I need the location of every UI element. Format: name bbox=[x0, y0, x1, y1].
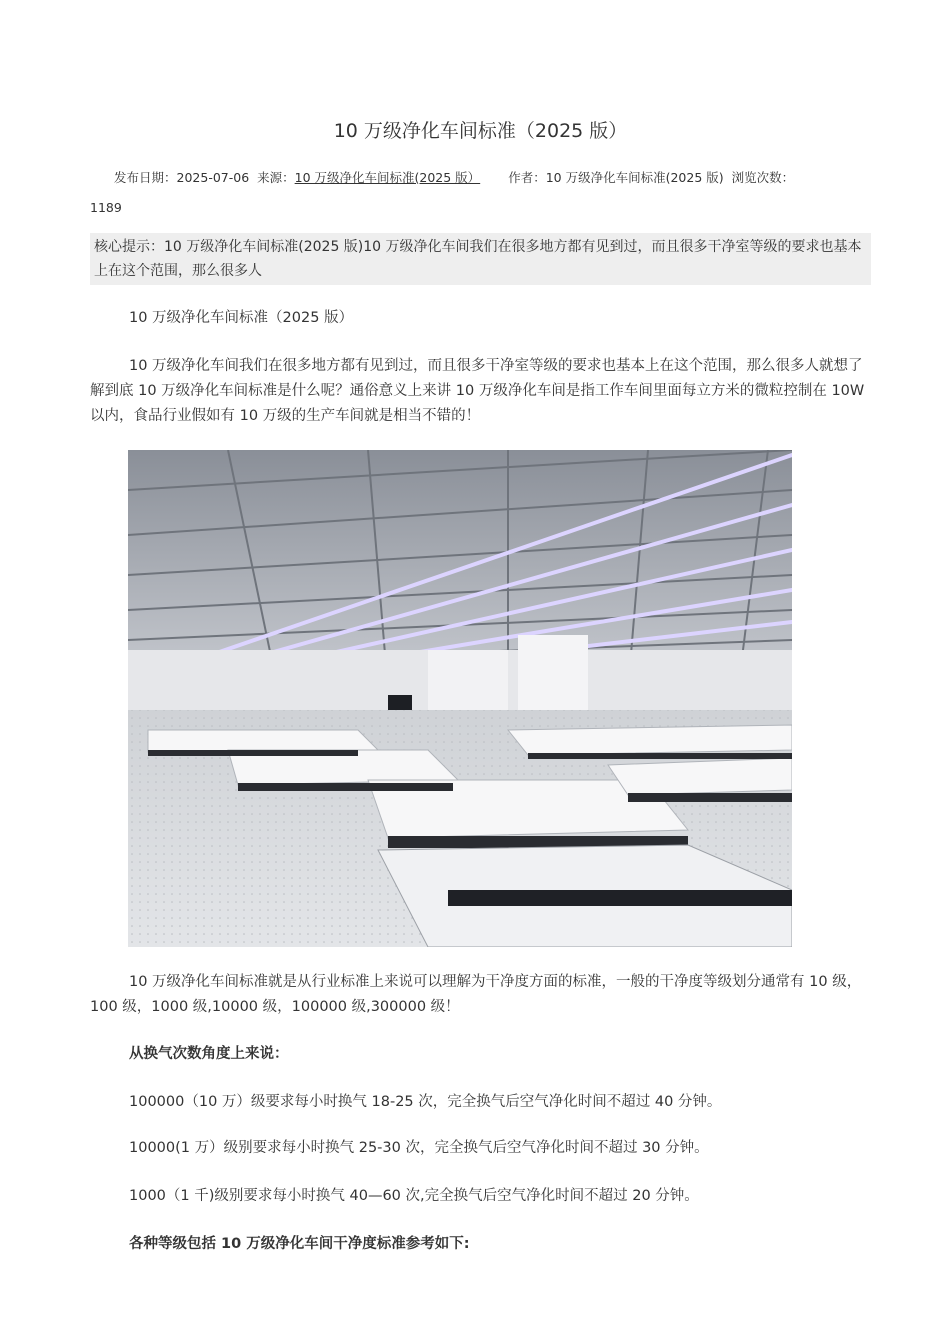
section-heading-air-changes: 从换气次数角度上来说： bbox=[129, 1046, 289, 1062]
article-meta bbox=[90, 163, 871, 223]
page-title: 10 万级净化车间标准（2025 版） bbox=[333, 120, 628, 142]
publish-date: 2025-07-06 bbox=[176, 170, 250, 185]
paragraph-intro: 10 万级净化车间我们在很多地方都有见到过，而且很多干净室等级的要求也基本上在这个范围，那么很多人就想了解到底 10 万级净化车间标准是什么呢？通俗意义上来讲 10 万级净化车间是指工作车间里面每立方米的微粒控制在 10W 以内，食品行业假如有 10 万级的生产车间就是相当不错的！ bbox=[90, 358, 865, 424]
cleanroom-photo bbox=[128, 450, 792, 947]
views-label: 浏览次数： bbox=[731, 170, 795, 185]
summary-box: 核心提示：10 万级净化车间标准(2025 版)10 万级净化车间我们在很多地方都有见到过，而且很多干净室等级的要求也基本上在这个范围，那么很多人 bbox=[90, 233, 871, 285]
paragraph-class-1000: 1000（1 千)级别要求每小时换气 40—60 次,完全换气后空气净化时间不超过 20 分钟。 bbox=[129, 1188, 699, 1204]
author-label: 作者： bbox=[508, 170, 546, 185]
paragraph-standard: 10 万级净化车间标准就是从行业标准上来说可以理解为干净度方面的标准，一般的干净度等级划分通常有 10 级，100 级，1000 级,10000 级，100000 级,300000 级！ bbox=[90, 974, 862, 1015]
paragraph-class-10000: 10000(1 万）级别要求每小时换气 25-30 次，完全换气后空气净化时间不超过 30 分钟。 bbox=[129, 1140, 709, 1156]
paragraph-class-100000: 100000（10 万）级要求每小时换气 18-25 次，完全换气后空气净化时间不超过 40 分钟。 bbox=[129, 1094, 722, 1110]
section-heading-standards: 各种等级包括 10 万级净化车间干净度标准参考如下: bbox=[129, 1236, 470, 1252]
view-count: 1189 bbox=[90, 200, 122, 215]
date-label: 发布日期： bbox=[114, 170, 177, 185]
source-link[interactable]: 10 万级净化车间标准(2025 版） bbox=[294, 170, 481, 185]
paragraph-heading: 10 万级净化车间标准（2025 版） bbox=[129, 310, 354, 326]
source-label: 来源： bbox=[257, 170, 295, 185]
author: 10 万级净化车间标准(2025 版) bbox=[545, 170, 724, 185]
